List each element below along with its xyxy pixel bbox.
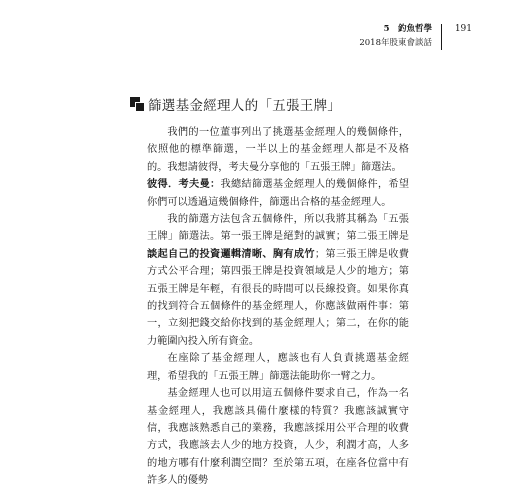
paragraph-2 — [147, 176, 409, 211]
section-title-text: 篩選基金經理人的「五張王牌」 — [148, 98, 342, 114]
paragraph-3 — [147, 211, 409, 350]
paragraph-3-post: ；第三張王牌是收費方式公平合理；第四張王牌是投資領域是人少的地方；第五張王牌是年輕，有很長的時間可以長線投資。如果你真的找到符合五個條件的基金經理人，你應該做兩件事：第一，立刻把錢交給你找到的基金經理人；第二，在你的能力範圍內投入所有資金。 — [147, 248, 409, 347]
paragraph-1: 我們的一位董事列出了挑選基金經理人的幾個條件，依照他的標準篩選，一半以上的基金經理人都是不及格的。我想請彼得，考夫曼分享他的「五張王牌」篩選法。 — [147, 127, 409, 173]
header-divider — [441, 24, 442, 50]
paragraph-5: 基金經理人也可以用這五個條件要求自己，作為一名基金經理人，我應該具備什麼樣的特質？我應該誠實守信，我應該熟悉自己的業務，我應該採用公平合理的收費方式，我應該去人少的地方投資，人少，利潤才高，人多的地方哪有什麼利潤空間？至於第五項，在座各位當中有許多人的優勢 — [147, 388, 409, 487]
paragraph-2-text: 我總結篩選基金經理人的幾個條件，希望你們可以透過這幾個條件，篩選出合格的基金經理人。 — [147, 179, 410, 208]
paragraph-3-emphasis: 談起自己的投資邏輯清晰、胸有成竹 — [147, 247, 315, 260]
chapter-subtitle: 2018年股東會談話 — [359, 38, 432, 48]
running-header — [244, 22, 484, 56]
paragraph-3-pre: 我的篩選方法包含五個條件，所以我將其稱為「五張王牌」篩選法。第一張王牌是絕對的誠實；第二張王牌是 — [147, 214, 409, 243]
body-text — [147, 124, 409, 490]
paragraph-4: 在座除了基金經理人，應該也有人負責挑選基金經理，希望我的「五張王牌」篩選法能助你一臂之力。 — [147, 353, 409, 382]
speaker-name: 彼得．考夫曼： — [147, 178, 221, 191]
section-heading — [130, 95, 341, 113]
header-text-block — [359, 22, 432, 50]
chapter-title: 5 釣魚哲學 — [383, 24, 432, 34]
page-number: 191 — [454, 24, 472, 34]
stacked-squares-icon — [130, 97, 144, 111]
